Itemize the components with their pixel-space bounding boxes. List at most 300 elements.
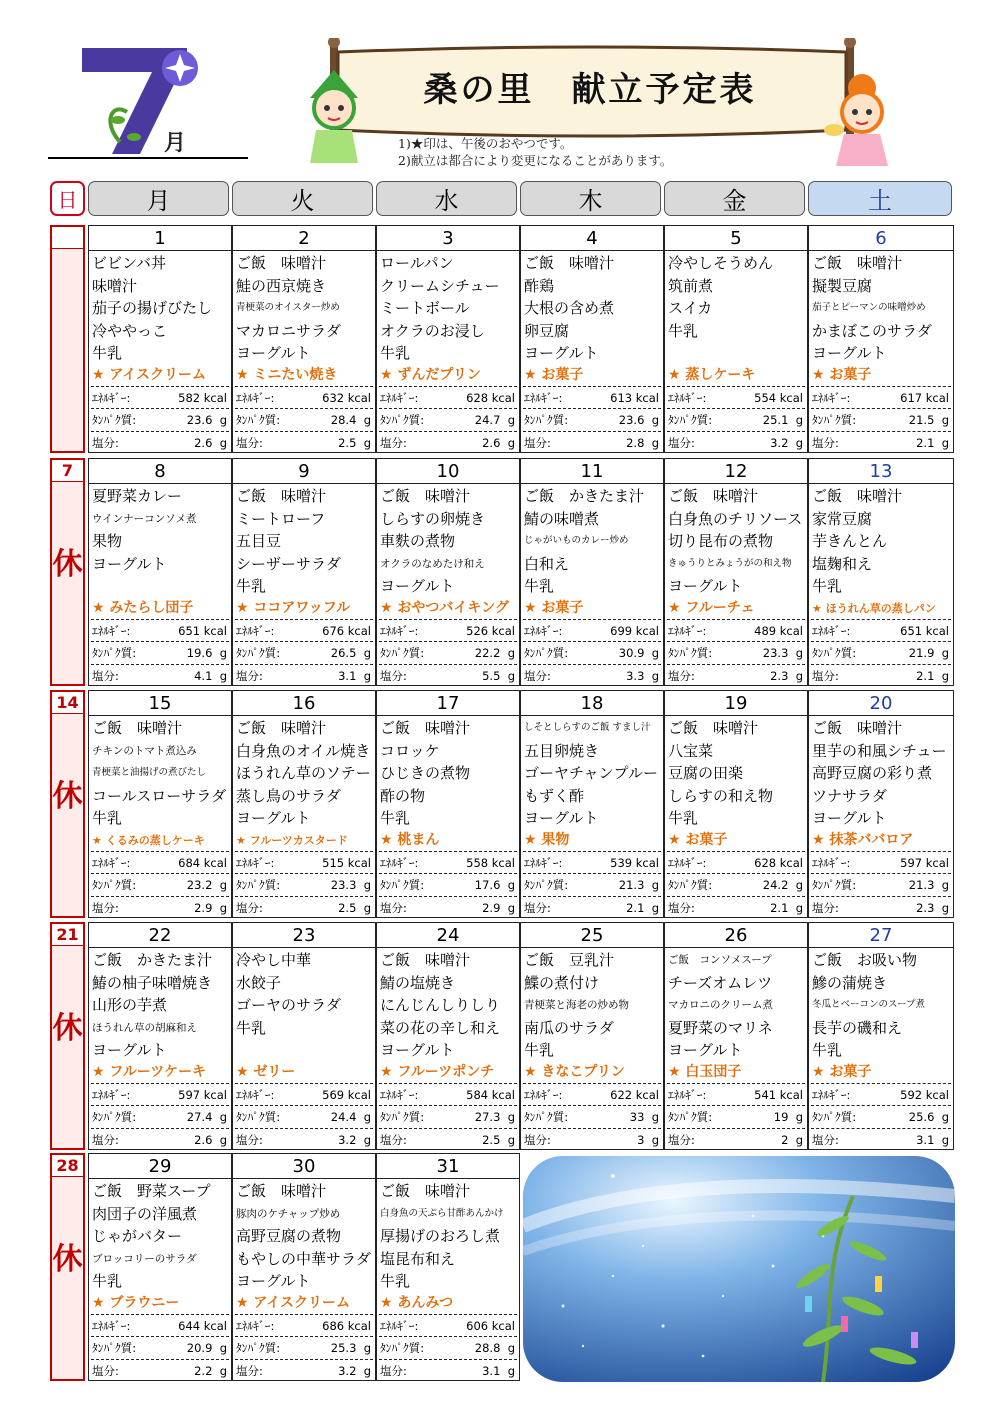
protein-value: 21.5 g: [908, 413, 949, 427]
salt-value: 2.1 g: [916, 668, 949, 683]
energy-label: ｴﾈﾙｷﾞｰ:: [812, 1087, 851, 1102]
protein-label: ﾀﾝﾊﾟｸ質:: [524, 646, 569, 660]
energy-value: 699 kcal: [610, 623, 659, 638]
protein-value: 23.6 g: [186, 413, 227, 427]
menu-item: じゃがバター: [92, 1227, 183, 1245]
menu-item: 豆腐の田楽: [668, 764, 744, 782]
protein-value: 28.8 g: [474, 1341, 515, 1355]
menu-item: 大根の含め煮: [524, 299, 615, 317]
menu-item: 白身魚のオイル焼き: [236, 741, 371, 760]
right-fairy-illustration: [822, 70, 902, 170]
energy-value: 632 kcal: [322, 390, 371, 405]
day-cell: [88, 922, 232, 1150]
energy-value: 597 kcal: [178, 1087, 227, 1102]
day-number: 27: [809, 923, 953, 948]
menu-item: 味噌汁: [92, 276, 138, 295]
energy-row: [236, 620, 371, 642]
menu-item: 白身魚のチリソース: [668, 509, 803, 528]
menu-item: 筑前煮: [668, 276, 714, 295]
protein-value: 21.3 g: [908, 878, 949, 892]
salt-value: 2 g: [781, 1132, 803, 1147]
energy-row: [812, 620, 949, 642]
energy-row: [92, 1315, 227, 1337]
energy-label: ｴﾈﾙｷﾞｰ:: [524, 390, 563, 405]
energy-label: ｴﾈﾙｷﾞｰ:: [236, 390, 275, 405]
menu-item: 切り昆布の煮物: [668, 532, 774, 550]
salt-label: 塩分:: [668, 900, 695, 915]
protein-label: ﾀﾝﾊﾟｸ質:: [812, 878, 857, 892]
salt-row: [524, 432, 659, 454]
protein-value: 20.9 g: [186, 1341, 227, 1355]
protein-row: [92, 409, 227, 431]
menu-item: 冬瓜とベーコンのスープ煮: [812, 999, 926, 1010]
menu-item: ご飯 お吸い物: [812, 951, 918, 969]
menu-item: ヨーグルト: [668, 577, 743, 595]
menu-item: 南瓜のサラダ: [524, 1018, 614, 1037]
salt-row: [524, 665, 659, 687]
energy-row: [236, 852, 371, 874]
menu-item: ヨーグルト: [92, 554, 167, 573]
menu-item: 牛乳: [668, 809, 699, 827]
menu-item: 冷やしそうめん: [668, 254, 774, 272]
menu-item: 五目卵焼き: [524, 741, 600, 760]
snack-item: ★ アイスクリーム: [236, 1294, 351, 1311]
salt-row: [380, 897, 515, 919]
salt-label: 塩分:: [380, 435, 407, 450]
menu-item: 青梗菜のオイスター炒め: [236, 302, 340, 313]
snack-item: ★ お菓子: [524, 366, 584, 383]
day-number: 23: [233, 923, 375, 948]
menu-item: 果物: [92, 532, 123, 550]
energy-row: [380, 852, 515, 874]
closed-label: 休: [52, 1011, 83, 1046]
salt-row: [236, 665, 371, 687]
energy-value: 651 kcal: [178, 623, 227, 638]
salt-row: [812, 665, 949, 687]
day-cell: [520, 690, 664, 918]
energy-value: 558 kcal: [466, 855, 515, 870]
protein-value: 26.5 g: [330, 646, 371, 660]
menu-item: ご飯 味噌汁: [812, 254, 903, 272]
snack-item: ★ 抹茶ババロア: [812, 831, 914, 848]
menu-item: ご飯 味噌汁: [380, 487, 471, 505]
salt-label: 塩分:: [668, 435, 695, 450]
menu-item: ご飯 味噌汁: [236, 487, 327, 505]
snack-item: ★ みたらし団子: [92, 599, 194, 616]
salt-row: [236, 897, 371, 919]
energy-value: 684 kcal: [178, 855, 227, 870]
salt-label: 塩分:: [236, 435, 263, 450]
sunday-date: 28: [52, 1155, 83, 1177]
menu-item: ヨーグルト: [236, 1272, 311, 1290]
day-number: 15: [89, 691, 231, 716]
energy-value: 686 kcal: [322, 1318, 371, 1333]
salt-label: 塩分:: [668, 1132, 695, 1147]
day-number: 25: [521, 923, 663, 948]
menu-item: チーズオムレツ: [668, 973, 773, 992]
energy-value: 539 kcal: [610, 855, 659, 870]
menu-item: 高野豆腐の煮物: [236, 1227, 342, 1245]
menu-item: 塩昆布和え: [380, 1249, 456, 1268]
protein-value: 17.6 g: [474, 878, 515, 892]
menu-item: ご飯 かきたま汁: [92, 951, 213, 969]
day-cell: [232, 225, 376, 453]
day-cell: [232, 458, 376, 686]
salt-value: 3.1 g: [916, 1132, 949, 1147]
menu-item: ブロッコリーのサラダ: [92, 1252, 197, 1265]
energy-label: ｴﾈﾙｷﾞｰ:: [380, 623, 419, 638]
menu-item: 青梗菜と海老の炒め物: [524, 999, 629, 1011]
protein-row: [668, 874, 803, 896]
menu-item: ゴーヤチャンプルー: [524, 764, 658, 782]
snack-item: ★ 桃まん: [380, 831, 440, 848]
menu-item: ご飯 味噌汁: [812, 487, 903, 505]
day-cell: [664, 225, 808, 453]
protein-row: [524, 874, 659, 896]
menu-item: ご飯 豆乳汁: [524, 951, 615, 969]
salt-value: 3.1 g: [482, 1363, 515, 1378]
menu-item: 茄子とピーマンの味噌炒め: [812, 302, 926, 313]
protein-label: ﾀﾝﾊﾟｸ質:: [92, 413, 137, 427]
menu-item: 牛乳: [812, 1041, 843, 1059]
day-number: 5: [665, 226, 807, 251]
salt-row: [668, 665, 803, 687]
snack-item: ★ 白玉団子: [668, 1063, 742, 1080]
protein-value: 27.4 g: [186, 1110, 227, 1124]
salt-row: [812, 897, 949, 919]
menu-item: ヨーグルト: [380, 1041, 455, 1059]
energy-value: 526 kcal: [466, 623, 515, 638]
energy-label: ｴﾈﾙｷﾞｰ:: [236, 855, 275, 870]
salt-label: 塩分:: [524, 1132, 551, 1147]
snack-item: ★ 蒸しケーキ: [668, 366, 756, 383]
menu-item: 夏野菜のマリネ: [668, 1018, 773, 1037]
salt-value: 2.5 g: [482, 1132, 515, 1147]
day-number: 26: [665, 923, 807, 948]
menu-item: ご飯 野菜スープ: [92, 1182, 211, 1200]
menu-item: ヨーグルト: [812, 809, 887, 827]
energy-label: ｴﾈﾙｷﾞｰ:: [92, 855, 131, 870]
energy-label: ｴﾈﾙｷﾞｰ:: [812, 623, 851, 638]
salt-label: 塩分:: [380, 668, 407, 683]
salt-label: 塩分:: [380, 900, 407, 915]
day-number: 24: [377, 923, 519, 948]
salt-value: 3.2 g: [338, 1132, 371, 1147]
salt-row: [236, 1129, 371, 1151]
menu-item: ご飯 味噌汁: [380, 1182, 471, 1200]
menu-item: ミートローフ: [236, 509, 326, 528]
menu-item: 長芋の磯和え: [812, 1018, 903, 1037]
menu-item: 牛乳: [92, 344, 123, 362]
menu-item: 家常豆腐: [812, 509, 873, 528]
menu-item: マカロニサラダ: [236, 321, 341, 340]
salt-label: 塩分:: [812, 668, 839, 683]
energy-row: [668, 852, 803, 874]
protein-value: 25.3 g: [330, 1341, 371, 1355]
protein-row: [92, 1106, 227, 1128]
salt-label: 塩分:: [236, 668, 263, 683]
menu-item: ウインナーコンソメ煮: [92, 512, 197, 525]
energy-label: ｴﾈﾙｷﾞｰ:: [236, 623, 275, 638]
closed-label: 休: [52, 547, 83, 582]
day-number: 29: [89, 1154, 231, 1179]
salt-row: [380, 665, 515, 687]
protein-label: ﾀﾝﾊﾟｸ質:: [236, 1110, 281, 1124]
menu-item: 牛乳: [524, 577, 555, 595]
protein-value: 23.3 g: [330, 878, 371, 892]
menu-item: しそとしらすのご飯 すまし汁: [524, 722, 651, 733]
header-underline: [48, 157, 248, 159]
menu-item: しらすの和え物: [668, 786, 774, 805]
menu-item: シーザーサラダ: [236, 554, 341, 573]
menu-item: 牛乳: [668, 321, 699, 340]
day-number: 22: [89, 923, 231, 948]
protein-value: 24.7 g: [474, 413, 515, 427]
energy-value: 582 kcal: [178, 390, 227, 405]
menu-item: 擬製豆腐: [812, 276, 873, 295]
salt-row: [668, 897, 803, 919]
snack-item: ★ お菓子: [524, 599, 584, 616]
menu-item: ビビンバ丼: [92, 254, 166, 272]
day-cell: [808, 690, 954, 918]
salt-label: 塩分:: [236, 900, 263, 915]
energy-value: 606 kcal: [466, 1318, 515, 1333]
snack-item: ★ アイスクリーム: [92, 366, 207, 383]
protein-label: ﾀﾝﾊﾟｸ質:: [380, 646, 425, 660]
salt-value: 2.3 g: [770, 668, 803, 683]
protein-value: 24.2 g: [762, 878, 803, 892]
energy-label: ｴﾈﾙｷﾞｰ:: [380, 390, 419, 405]
energy-row: [92, 387, 227, 409]
menu-item: ヨーグルト: [236, 809, 311, 827]
day-number: 9: [233, 459, 375, 484]
menu-item: 牛乳: [380, 1272, 411, 1290]
salt-value: 3.3 g: [626, 668, 659, 683]
menu-item: 牛乳: [236, 1018, 267, 1037]
menu-item: ご飯 味噌汁: [236, 719, 327, 737]
closed-label: 休: [52, 779, 83, 814]
energy-row: [236, 1084, 371, 1106]
menu-item: コロッケ: [380, 741, 440, 760]
salt-row: [380, 432, 515, 454]
menu-item: チキンのトマト煮込み: [92, 744, 197, 757]
salt-value: 5.5 g: [482, 668, 515, 683]
protein-row: [380, 1337, 515, 1359]
salt-label: 塩分:: [668, 668, 695, 683]
energy-row: [812, 1084, 949, 1106]
energy-label: ｴﾈﾙｷﾞｰ:: [524, 1087, 563, 1102]
energy-value: 617 kcal: [900, 390, 949, 405]
energy-row: [524, 852, 659, 874]
salt-value: 2.2 g: [194, 1363, 227, 1378]
protein-row: [812, 642, 949, 664]
salt-label: 塩分:: [236, 1132, 263, 1147]
energy-value: 644 kcal: [178, 1318, 227, 1333]
day-cell: [520, 225, 664, 453]
header-saturday: 土: [808, 181, 952, 216]
day-number: 4: [521, 226, 663, 251]
salt-label: 塩分:: [524, 900, 551, 915]
salt-value: 2.9 g: [194, 900, 227, 915]
salt-value: 2.5 g: [338, 900, 371, 915]
protein-value: 25.6 g: [908, 1110, 949, 1124]
day-cell: [808, 922, 954, 1150]
day-cell: [376, 1153, 520, 1381]
month-seven-logo: [82, 42, 212, 157]
menu-item: 酢の物: [380, 786, 426, 805]
energy-label: ｴﾈﾙｷﾞｰ:: [812, 855, 851, 870]
menu-item: 肉団子の洋風煮: [92, 1204, 198, 1223]
salt-row: [92, 665, 227, 687]
protein-label: ﾀﾝﾊﾟｸ質:: [812, 646, 857, 660]
menu-item: 豚肉のケチャップ炒め: [236, 1207, 341, 1220]
protein-label: ﾀﾝﾊﾟｸ質:: [380, 1110, 425, 1124]
menu-item: 高野豆腐の彩り煮: [812, 764, 933, 782]
salt-row: [92, 1129, 227, 1151]
menu-item: 酢鶏: [524, 276, 555, 295]
svg-text:月: 月: [164, 131, 187, 156]
menu-item: もやしの中華サラダ: [236, 1249, 371, 1268]
protein-row: [380, 409, 515, 431]
menu-item: 八宝菜: [668, 741, 714, 760]
energy-value: 622 kcal: [610, 1087, 659, 1102]
menu-item: ご飯 味噌汁: [92, 719, 183, 737]
menu-item: 車麩の煮物: [380, 532, 456, 550]
protein-row: [92, 874, 227, 896]
menu-item: ご飯 味噌汁: [812, 719, 903, 737]
snack-item: ★ お菓子: [668, 831, 728, 848]
protein-row: [524, 1106, 659, 1128]
salt-label: 塩分:: [92, 668, 119, 683]
snack-item: ★ ブラウニー: [92, 1294, 180, 1311]
salt-value: 2.3 g: [916, 900, 949, 915]
energy-row: [668, 387, 803, 409]
energy-row: [524, 1084, 659, 1106]
sunday-date: 21: [52, 924, 83, 946]
snack-item: ★ ずんだプリン: [380, 366, 481, 383]
salt-label: 塩分:: [92, 1363, 119, 1378]
protein-value: 23.6 g: [618, 413, 659, 427]
protein-value: 30.9 g: [618, 646, 659, 660]
energy-row: [668, 1084, 803, 1106]
day-cell: [376, 458, 520, 686]
energy-label: ｴﾈﾙｷﾞｰ:: [236, 1087, 275, 1102]
menu-item: ヨーグルト: [668, 1041, 743, 1059]
salt-value: 2.6 g: [482, 435, 515, 450]
snack-item: ★ あんみつ: [380, 1294, 454, 1311]
energy-label: ｴﾈﾙｷﾞｰ:: [524, 623, 563, 638]
menu-item: コールスローサラダ: [92, 786, 227, 805]
energy-value: 541 kcal: [754, 1087, 803, 1102]
energy-label: ｴﾈﾙｷﾞｰ:: [668, 623, 707, 638]
salt-row: [236, 432, 371, 454]
energy-label: ｴﾈﾙｷﾞｰ:: [668, 855, 707, 870]
energy-label: ｴﾈﾙｷﾞｰ:: [380, 1318, 419, 1333]
salt-label: 塩分:: [524, 668, 551, 683]
closed-label: 休: [52, 1242, 83, 1277]
menu-item: ほうれん草のソテー: [236, 764, 371, 782]
snack-item: ★ 果物: [524, 831, 570, 848]
menu-item: 牛乳: [812, 577, 843, 595]
salt-value: 2.5 g: [338, 435, 371, 450]
energy-row: [668, 620, 803, 642]
menu-item: きゅうりとみょうがの和え物: [668, 557, 792, 569]
day-cell: [88, 225, 232, 453]
day-cell: [520, 922, 664, 1150]
day-number: 18: [521, 691, 663, 716]
day-cell: [232, 690, 376, 918]
snack-item: ★ くるみの蒸しケーキ: [92, 833, 205, 847]
protein-row: [236, 874, 371, 896]
menu-item: ご飯 味噌汁: [380, 719, 471, 737]
menu-item: 鯖の味噌煮: [524, 509, 600, 528]
protein-row: [236, 642, 371, 664]
menu-item: ミートボール: [380, 299, 470, 317]
menu-item: ヨーグルト: [92, 1041, 167, 1059]
energy-row: [812, 852, 949, 874]
menu-item: クリームシチュー: [380, 276, 500, 295]
menu-item: 冷やし中華: [236, 951, 312, 969]
sunday-cell: [50, 458, 85, 686]
protein-row: [380, 874, 515, 896]
menu-item: 青梗菜と油揚げの煮びたし: [92, 767, 207, 778]
day-number: 20: [809, 691, 953, 716]
snack-item: ★ フルーチェ: [668, 599, 755, 616]
menu-item: ご飯 味噌汁: [524, 254, 615, 272]
protein-label: ﾀﾝﾊﾟｸ質:: [668, 413, 713, 427]
menu-item: 冷ややっこ: [92, 321, 168, 340]
protein-value: 33 g: [629, 1110, 659, 1124]
menu-item: 卵豆腐: [524, 321, 570, 340]
menu-item: ご飯 味噌汁: [668, 719, 759, 737]
protein-value: 27.3 g: [474, 1110, 515, 1124]
salt-label: 塩分:: [380, 1363, 407, 1378]
energy-row: [380, 1315, 515, 1337]
energy-value: 569 kcal: [322, 1087, 371, 1102]
sunday-date: [52, 227, 83, 249]
snack-item: ★ ほうれん草の蒸しパン: [812, 601, 936, 615]
energy-value: 628 kcal: [754, 855, 803, 870]
menu-item: ヨーグルト: [236, 344, 311, 362]
salt-row: [380, 1360, 515, 1382]
salt-value: 3 g: [637, 1132, 659, 1147]
menu-item: マカロニのクリーム煮: [668, 999, 773, 1011]
salt-label: 塩分:: [524, 435, 551, 450]
salt-row: [92, 1360, 227, 1382]
menu-item: 鰈の煮付け: [524, 973, 600, 992]
menu-item: ご飯 味噌汁: [668, 487, 759, 505]
header-sunday: 日: [50, 181, 85, 216]
protein-row: [668, 409, 803, 431]
day-number: 6: [809, 226, 953, 251]
salt-value: 2.6 g: [194, 1132, 227, 1147]
menu-item: 厚揚げのおろし煮: [380, 1227, 501, 1245]
energy-label: ｴﾈﾙｷﾞｰ:: [524, 855, 563, 870]
salt-value: 2.1 g: [770, 900, 803, 915]
energy-value: 628 kcal: [466, 390, 515, 405]
menu-item: スイカ: [668, 299, 713, 317]
protein-label: ﾀﾝﾊﾟｸ質:: [524, 413, 569, 427]
menu-item: 白身魚の天ぷら甘酢あんかけ: [380, 1207, 504, 1219]
protein-row: [92, 642, 227, 664]
day-cell: [520, 458, 664, 686]
header-tuesday: 火: [232, 181, 373, 216]
protein-label: ﾀﾝﾊﾟｸ質:: [236, 646, 281, 660]
salt-value: 2.6 g: [194, 435, 227, 450]
snack-item: ★ おやつバイキング: [380, 599, 510, 616]
salt-row: [524, 1129, 659, 1151]
salt-value: 2.1 g: [626, 900, 659, 915]
